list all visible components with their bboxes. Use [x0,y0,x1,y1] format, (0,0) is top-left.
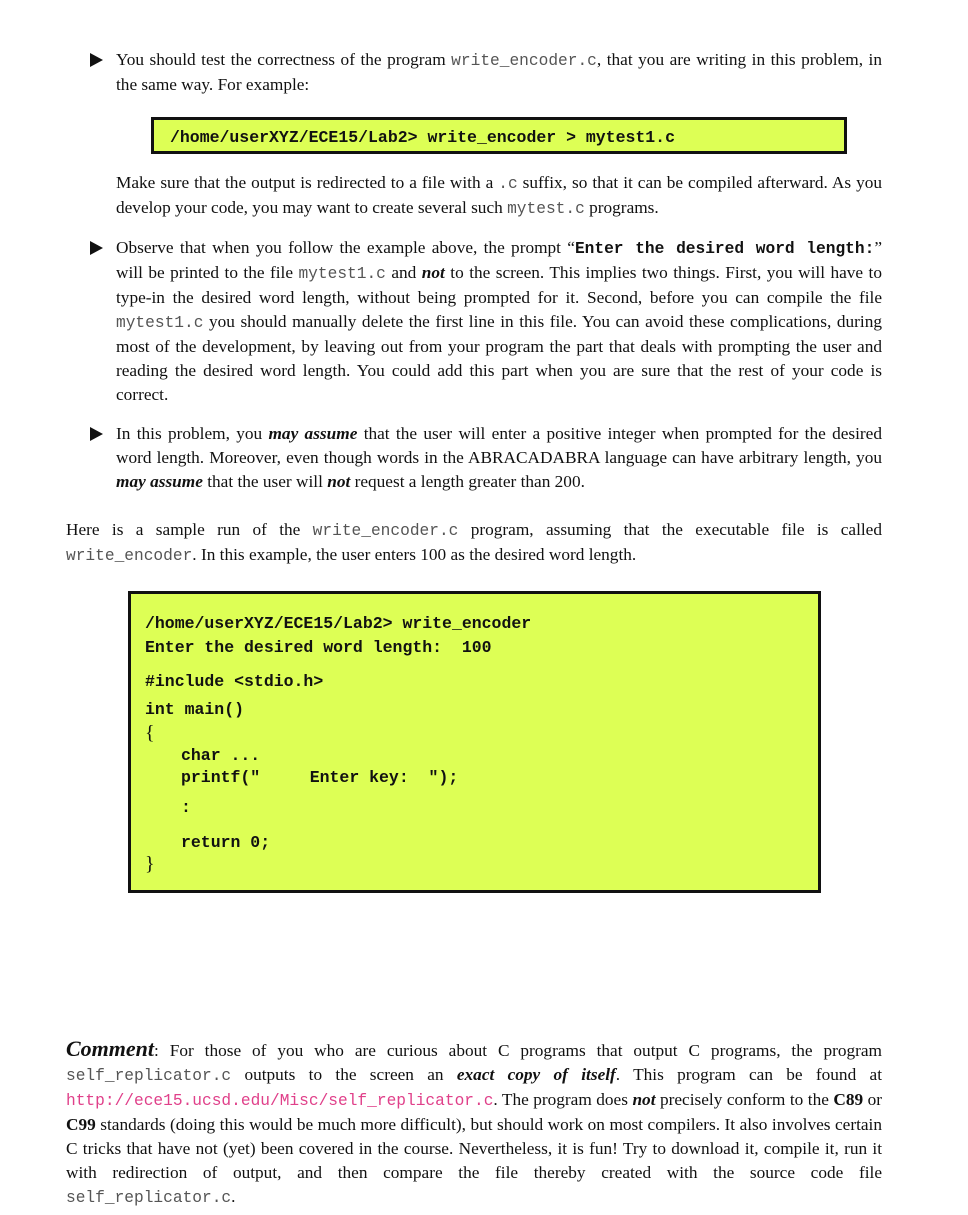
comment-title: Comment [66,1036,155,1061]
standard-c89: C89 [833,1090,864,1109]
comment-paragraph: Comment: For those of you who are curious about C programs that output C programs, the program self_replicator.c outputs to the screen an exact copy of itself. This program can be found at http://ece15.ucsd.edu/Misc/self_replicator.c. The program does not precisely conform to the C89 or C99 standards (doing this would be much more difficult), but should work on most compilers. It also involves certain C tricks that have not (yet) been covered in the course. Nevertheless, it is fun! Try to download it, compile it, run it with redirection of output, and then compare the file thereby created with the source code file self_replicator.c. [66,1036,882,1207]
command-line: /home/userXYZ/ECE15/Lab2> write_encoder > mytest1.c [170,128,675,147]
inline-code: self_replicator.c [66,1189,232,1207]
emphasis: not [421,263,445,282]
bullet-test-correctness: You should test the correctness of the program write_encoder.c, that you are writing in this problem, in the same way. For example: [116,50,882,94]
code-line: : [181,798,191,817]
bullet-may-assume: In this problem, you may assume that the user will enter a positive integer when prompted for the desired word length. Moreover, even though words in the ABRACADABRA language can have arbitrary length, you may assume that the user will not request a length greater than 200. [116,424,882,491]
code-line: int main() [145,700,245,719]
inline-code: mytest.c [507,200,585,218]
code-line: #include <stdio.h> [145,672,324,691]
bullet-marker [90,427,103,441]
inline-code: mytest1.c [116,314,204,332]
inline-code: .c [498,175,518,193]
code-line: char ... [181,746,261,765]
inline-code-bold: Enter the desired word length: [574,240,875,258]
code-line: printf(" Enter key: "); [181,768,459,787]
bullet-observe-prompt: Observe that when you follow the example above, the prompt “Enter the desired word length:” will be printed to the file mytest1.c and not to the screen. This implies two things. First, you will have to type-in the desired word length, without being prompted for it. Second, before you can compile the file mytest1.c you should manually delete the first line in this file. You can avoid these complications, during most of the development, by leaving out from your program the part that deals with prompting the user and reading the desired word length. You could add this part when you are sure that the rest of your code is correct. [116,238,882,404]
emphasis: not [632,1090,656,1109]
bullet-marker [90,53,103,67]
emphasis: may assume [116,472,203,491]
bullet-marker [90,241,103,255]
inline-code: mytest1.c [298,265,386,283]
inline-code: write_encoder.c [312,522,459,540]
sample-run-intro: Here is a sample run of the write_encoder.c program, assuming that the executable file is called write_encoder. In this example, the user enters 100 as the desired word length. [66,520,882,565]
code-line: /home/userXYZ/ECE15/Lab2> write_encoder [145,614,532,633]
code-line: } [145,853,155,875]
inline-code: write_encoder.c [451,52,597,70]
sample-run-box [128,591,821,893]
redirect-paragraph: Make sure that the output is redirected to a file with a .c suffix, so that it can be compiled afterward. As you develop your code, you may want to create several such mytest.c programs. [116,173,882,218]
inline-code: self_replicator.c [66,1067,232,1085]
emphasis: may assume [268,424,358,443]
code-line: return 0; [181,833,271,852]
inline-code: write_encoder [66,547,193,565]
self-replicator-link[interactable]: http://ece15.ucsd.edu/Misc/self_replicator.c [66,1092,494,1110]
command-example-box [151,117,847,154]
emphasis: exact copy of itself [456,1065,616,1084]
emphasis: not [327,472,351,491]
standard-c99: C99 [66,1115,96,1134]
code-line: { [145,722,155,744]
code-line: Enter the desired word length: 100 [145,638,492,657]
